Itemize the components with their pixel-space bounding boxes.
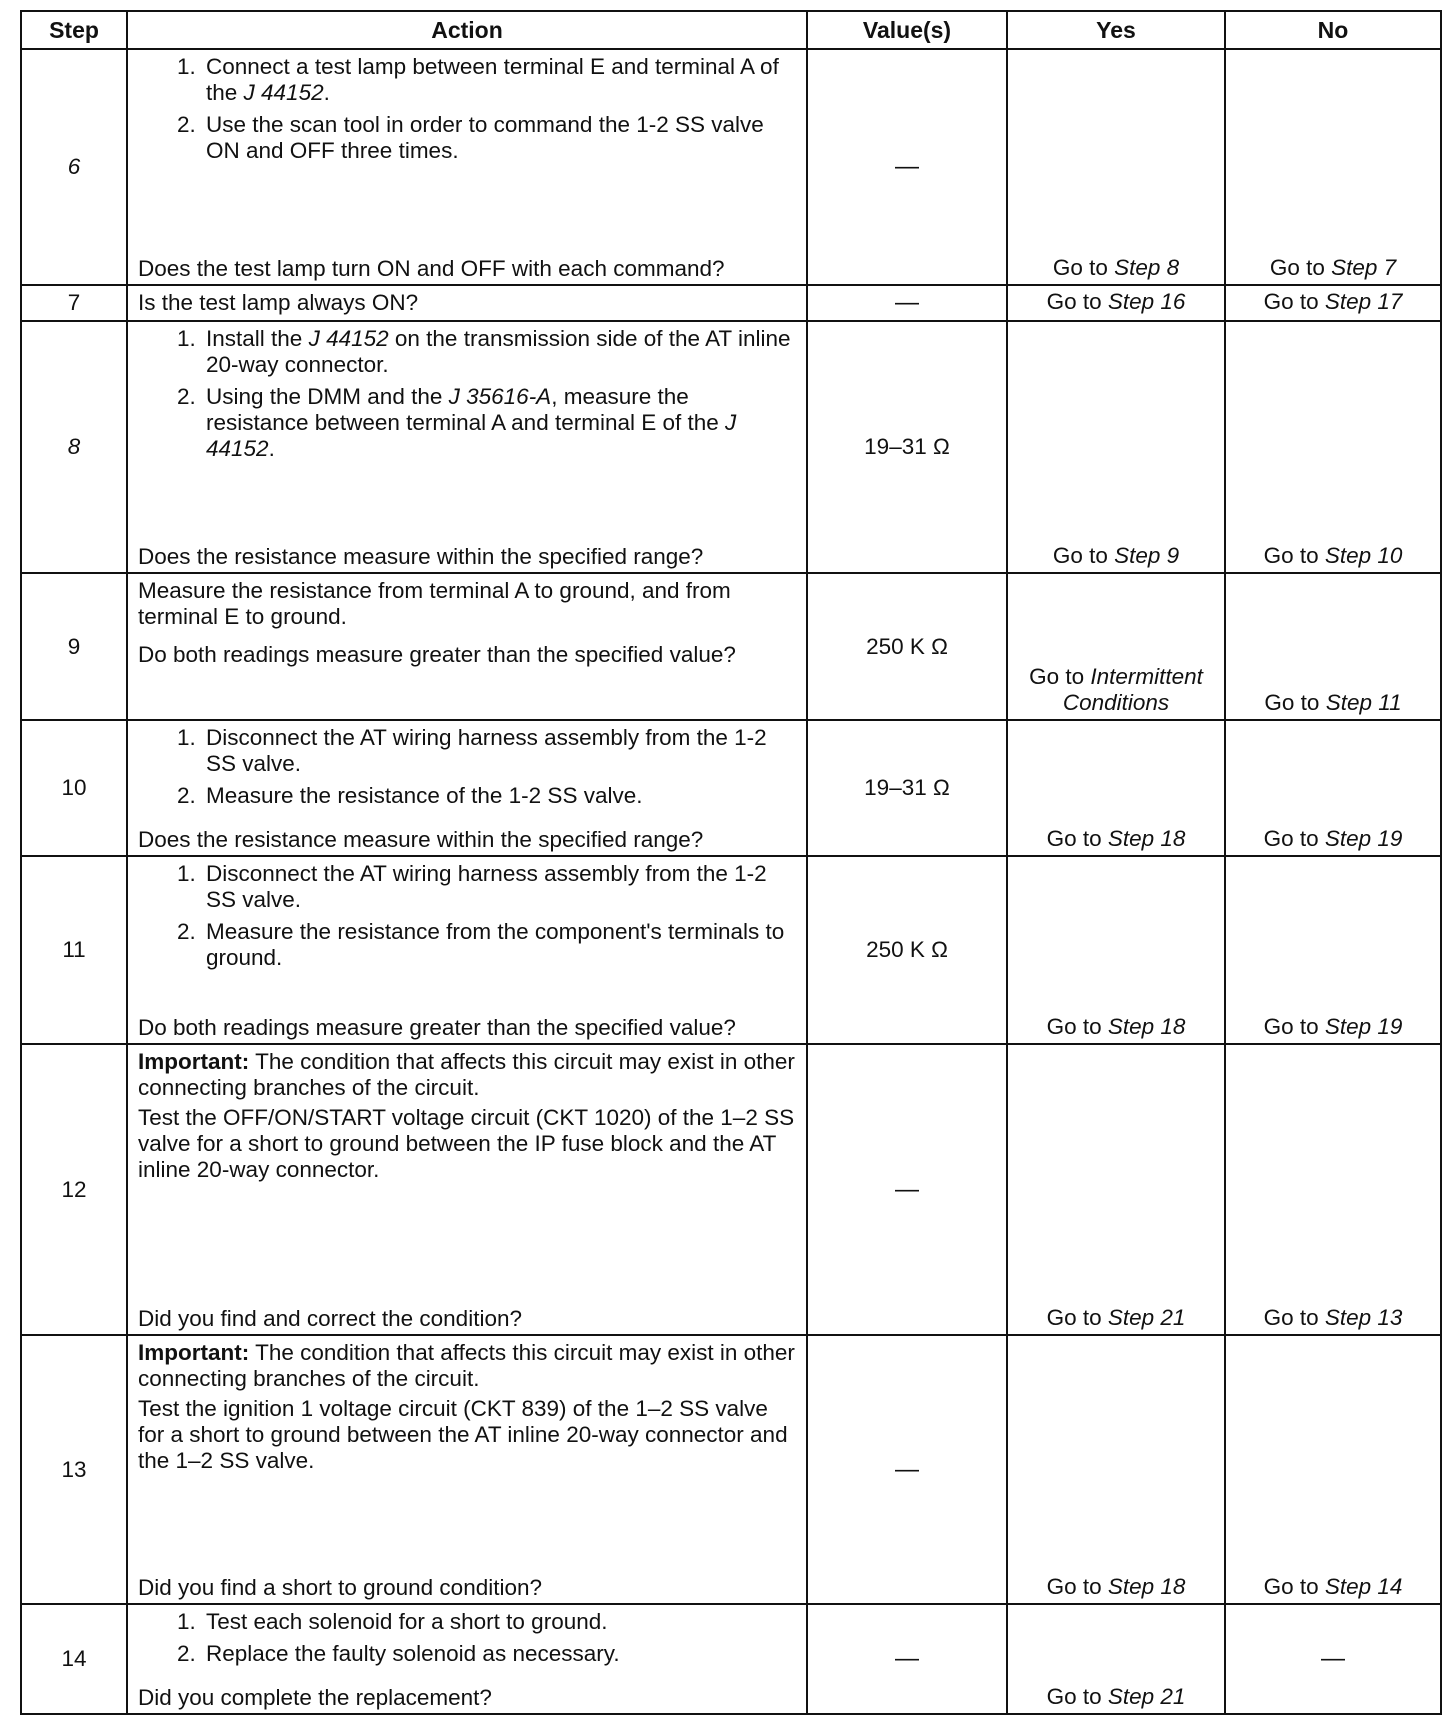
value-cell: 19–31 Ω bbox=[807, 720, 1007, 856]
table-row-step-8 bbox=[21, 321, 1441, 573]
action-cell bbox=[127, 1044, 807, 1335]
yes-cell: Go to Intermittent Conditions bbox=[1007, 573, 1225, 720]
action-text: Test the OFF/ON/START voltage circuit (CKT 1020) of the 1–2 SS valve for a short to ground between the IP fuse block and the AT inline 20-way connector. bbox=[138, 1105, 795, 1182]
action-step: 1. Install the J 44152 on the transmission side of the AT inline 20-way connector. bbox=[202, 326, 796, 378]
step-number: 8 bbox=[21, 321, 127, 573]
table-row-step-14 bbox=[21, 1604, 1441, 1714]
action-question: Is the test lamp always ON? bbox=[127, 285, 807, 321]
step-number: 6 bbox=[21, 49, 127, 285]
action-text: Test the ignition 1 voltage circuit (CKT 839) of the 1–2 SS valve for a short to ground between the AT inline 20-way connector and the 1–2 SS valve. bbox=[138, 1396, 788, 1473]
no-cell: Go to Step 10 bbox=[1225, 321, 1441, 573]
action-cell bbox=[127, 720, 807, 856]
action-question: Did you find a short to ground condition? bbox=[138, 1575, 543, 1600]
step-number: 13 bbox=[21, 1335, 127, 1604]
no-cell: — bbox=[1225, 1604, 1441, 1714]
header-values: Value(s) bbox=[807, 11, 1007, 49]
action-steps bbox=[138, 326, 796, 468]
action-cell bbox=[127, 1335, 807, 1604]
table-row-step-6 bbox=[21, 49, 1441, 285]
action-question: Do both readings measure greater than the specified value? bbox=[138, 642, 736, 667]
action-step: 2. Use the scan tool in order to command the 1-2 SS valve ON and OFF three times. bbox=[202, 112, 796, 164]
value-cell: 19–31 Ω bbox=[807, 321, 1007, 573]
step-number: 12 bbox=[21, 1044, 127, 1335]
header-action: Action bbox=[127, 11, 807, 49]
action-step: 1. Test each solenoid for a short to ground. bbox=[202, 1609, 796, 1635]
step-number: 14 bbox=[21, 1604, 127, 1714]
header-yes: Yes bbox=[1007, 11, 1225, 49]
important-note: Important: The condition that affects this circuit may exist in other connecting branches of the circuit. bbox=[138, 1049, 795, 1100]
yes-cell: Go to Step 8 bbox=[1007, 49, 1225, 285]
diagnostic-table bbox=[20, 10, 1442, 1715]
no-cell: Go to Step 7 bbox=[1225, 49, 1441, 285]
action-cell bbox=[127, 49, 807, 285]
action-cell bbox=[127, 573, 807, 720]
table-row-step-11 bbox=[21, 856, 1441, 1044]
table-row-step-12 bbox=[21, 1044, 1441, 1335]
action-steps bbox=[138, 54, 796, 170]
value-cell: — bbox=[807, 1604, 1007, 1714]
table-row-step-7 bbox=[21, 285, 1441, 321]
action-step: 1. Connect a test lamp between terminal E and terminal A of the J 44152. bbox=[202, 54, 796, 106]
yes-cell: Go to Step 21 bbox=[1007, 1044, 1225, 1335]
action-step: 2. Replace the faulty solenoid as necessary. bbox=[202, 1641, 796, 1667]
action-question: Does the resistance measure within the specified range? bbox=[138, 544, 704, 569]
action-steps bbox=[138, 1609, 796, 1673]
action-step: 2. Measure the resistance from the component's terminals to ground. bbox=[202, 919, 796, 971]
table-row-step-9 bbox=[21, 573, 1441, 720]
yes-cell: Go to Step 21 bbox=[1007, 1604, 1225, 1714]
value-cell: 250 K Ω bbox=[807, 573, 1007, 720]
action-cell bbox=[127, 856, 807, 1044]
action-step: 1. Disconnect the AT wiring harness assembly from the 1-2 SS valve. bbox=[202, 725, 796, 777]
important-note: Important: The condition that affects this circuit may exist in other connecting branches of the circuit. bbox=[138, 1340, 795, 1391]
header-no: No bbox=[1225, 11, 1441, 49]
yes-cell: Go to Step 18 bbox=[1007, 720, 1225, 856]
table-header-row bbox=[21, 11, 1441, 49]
step-number: 11 bbox=[21, 856, 127, 1044]
yes-cell: Go to Step 18 bbox=[1007, 1335, 1225, 1604]
yes-cell: Go to Step 16 bbox=[1007, 285, 1225, 321]
no-cell: Go to Step 19 bbox=[1225, 720, 1441, 856]
no-cell: Go to Step 14 bbox=[1225, 1335, 1441, 1604]
action-step: 2. Using the DMM and the J 35616-A, measure the resistance between terminal A and terminal E of the J 44152. bbox=[202, 384, 796, 462]
value-cell: — bbox=[807, 1335, 1007, 1604]
action-question: Did you complete the replacement? bbox=[138, 1685, 492, 1710]
action-step: 1. Disconnect the AT wiring harness assembly from the 1-2 SS valve. bbox=[202, 861, 796, 913]
no-cell: Go to Step 17 bbox=[1225, 285, 1441, 321]
action-question: Does the test lamp turn ON and OFF with each command? bbox=[138, 256, 725, 281]
action-cell bbox=[127, 1604, 807, 1714]
no-cell: Go to Step 13 bbox=[1225, 1044, 1441, 1335]
action-steps bbox=[138, 861, 796, 977]
action-cell bbox=[127, 321, 807, 573]
no-cell: Go to Step 11 bbox=[1225, 573, 1441, 720]
yes-cell: Go to Step 9 bbox=[1007, 321, 1225, 573]
action-step: 2. Measure the resistance of the 1-2 SS valve. bbox=[202, 783, 796, 809]
value-cell: — bbox=[807, 285, 1007, 321]
table-row-step-13 bbox=[21, 1335, 1441, 1604]
value-cell: 250 K Ω bbox=[807, 856, 1007, 1044]
action-steps bbox=[138, 725, 796, 815]
table-row-step-10 bbox=[21, 720, 1441, 856]
step-number: 7 bbox=[21, 285, 127, 321]
action-text: Measure the resistance from terminal A to ground, and from terminal E to ground. bbox=[138, 578, 731, 629]
action-question: Does the resistance measure within the specified range? bbox=[138, 827, 704, 852]
header-step: Step bbox=[21, 11, 127, 49]
value-cell: — bbox=[807, 1044, 1007, 1335]
action-question: Did you find and correct the condition? bbox=[138, 1306, 522, 1331]
step-number: 10 bbox=[21, 720, 127, 856]
no-cell: Go to Step 19 bbox=[1225, 856, 1441, 1044]
step-number: 9 bbox=[21, 573, 127, 720]
yes-cell: Go to Step 18 bbox=[1007, 856, 1225, 1044]
value-cell: — bbox=[807, 49, 1007, 285]
action-question: Do both readings measure greater than the specified value? bbox=[138, 1015, 736, 1040]
